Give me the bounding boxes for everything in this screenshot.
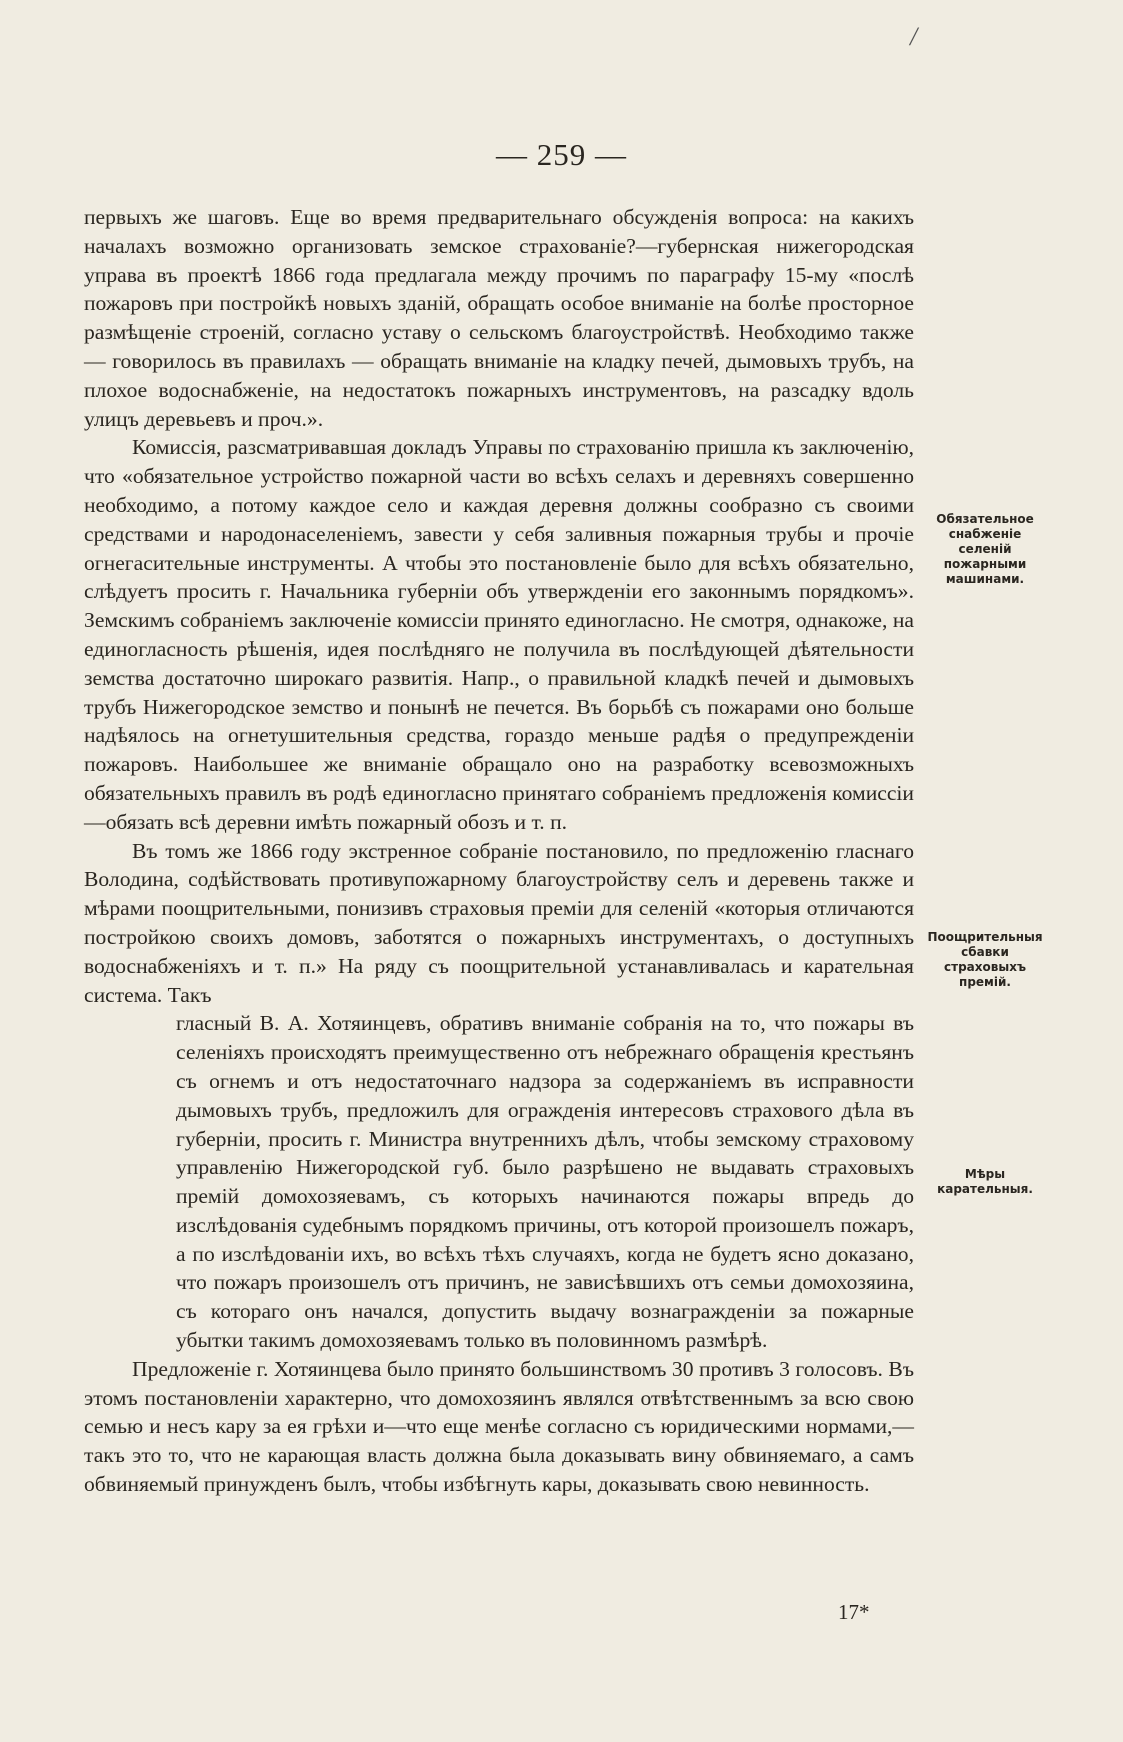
page-number: — 259 — [496,137,627,172]
main-text [84,203,914,1499]
paragraph-2: Комиссія, разсматривавшая докладъ Управы по страхованію пришла къ заключенію, что «обязательное устройство пожарной части во всѣхъ селахъ и деревняхъ совершенно необходимо, а потому каждое село и каждая деревня должны сообразно съ своими средствами и народонаселеніемъ, завести у себя заливныя пожарныя трубы и прочіе огнегасительные инструменты. А чтобы это постановленіе было для всѣхъ обязательно, слѣдуетъ просить г. Начальника губерніи объ утвержденіи его законнымъ порядкомъ». Земскимъ собраніемъ заключеніе комиссіи принято единогласно. Не смотря, однакоже, на единогласность рѣшенія, идея послѣдняго не получила въ послѣдующей дѣятельности земства достаточно широкаго развитія. Напр., о правильной кладкѣ печей и дымовыхъ трубъ Нижегородское земство и понынѣ не печется. Въ борьбѣ съ пожарами оно больше надѣялось на огнетушительныя средства, гораздо меньше радѣя о предупрежденіи пожаровъ. Наибольшее же вниманіе обращало оно на разработку всевозможныхъ обязательныхъ правилъ въ родѣ единогласно принятаго собраніемъ предложенія комиссіи—обязать всѣ деревни имѣть пожарный обозъ и т. п. [84,435,914,834]
signature-mark: 17* [838,1600,870,1624]
paragraph-5: Предложеніе г. Хотяинцева было принято большинствомъ 30 противъ 3 голосовъ. Въ этомъ постановленіи характерно, что домохозяинъ являлся отвѣтственнымъ за всю свою семью и несъ кару за ея грѣхи и—что еще менѣе согласно съ юридическими нормами,—такъ это то, что не карающая власть должна была доказывать вину обвиняемаго, а самъ обвиняемый принужденъ былъ, чтобы избѣгнуть кары, доказывать свою невинность. [84,1356,914,1497]
paragraph-1: первыхъ же шаговъ. Еще во время предварительнаго обсужденія вопроса: на какихъ началахъ возможно организовать земское страхованіе?—губернская нижегородская управа въ проектѣ 1866 года предлагала между прочимъ по параграфу 15-му «послѣ пожаровъ при постройкѣ новыхъ зданій, обращать особое вниманіе на болѣе просторное размѣщеніе строеній, согласно уставу о сельскомъ благоустройствѣ. Необходимо также — говорилось въ правилахъ — обращать вниманіе на кладку печей, дымовыхъ трубъ, на плохое водоснабженіе, на недостатокъ пожарныхъ инструментовъ, на разсадку вдоль улицъ деревьевъ и проч.». [84,205,914,431]
corner-mark: / [910,22,918,51]
paragraph-3: Въ томъ же 1866 году экстренное собраніе постановило, по предложенію гласнаго Володина, содѣйствовать противупожарному благоустройству селъ и деревень также и мѣрами поощрительными, понизивъ страховыя преміи для селеній «которыя отличаются постройкою своихъ домовъ, заботятся о пожарныхъ инструментахъ, о доступныхъ водоснабженіяхъ и т. п.» На ряду съ поощрительной устанавливалась и карательная система. Такъ [84,838,914,1007]
margin-note-premium-discounts: Поощрительныя сбавки страховыхъ премій. [927,930,1043,989]
quote-block: гласный В. А. Хотяинцевъ, обративъ вниманіе собранія на то, что пожары въ селеніяхъ происходятъ преимущественно отъ небрежнаго обращенія крестьянъ съ огнемъ и отъ недостаточнаго надзора за содержаніемъ въ исправности дымовыхъ трубъ, предложилъ для огражденія интересовъ страхового дѣла въ губерніи, просить г. Министра внутреннихъ дѣлъ, чтобы земскому страховому управленію Нижегородской губ. было разрѣшено не выдавать страховыхъ премій домохозяевамъ, съ которыхъ начинаются пожары впредь до изслѣдованія судебнымъ порядкомъ причины, отъ которой произошелъ пожаръ, а по изслѣдованіи ихъ, во всѣхъ тѣхъ случаяхъ, когда не будетъ ясно доказано, что пожаръ произошелъ отъ причинъ, не зависѣвшихъ отъ семьи домохозяина, съ котораго онъ начался, допустить выдачу вознагражденіи за пожарные убытки такимъ домохозяевамъ только въ половинномъ размѣрѣ. [176,1011,914,1353]
margin-note-punitive-measures: Мѣры карательныя. [937,1167,1033,1196]
margin-note-fire-machines: Обязательное снабженіе селеній пожарными машинами. [936,512,1034,586]
